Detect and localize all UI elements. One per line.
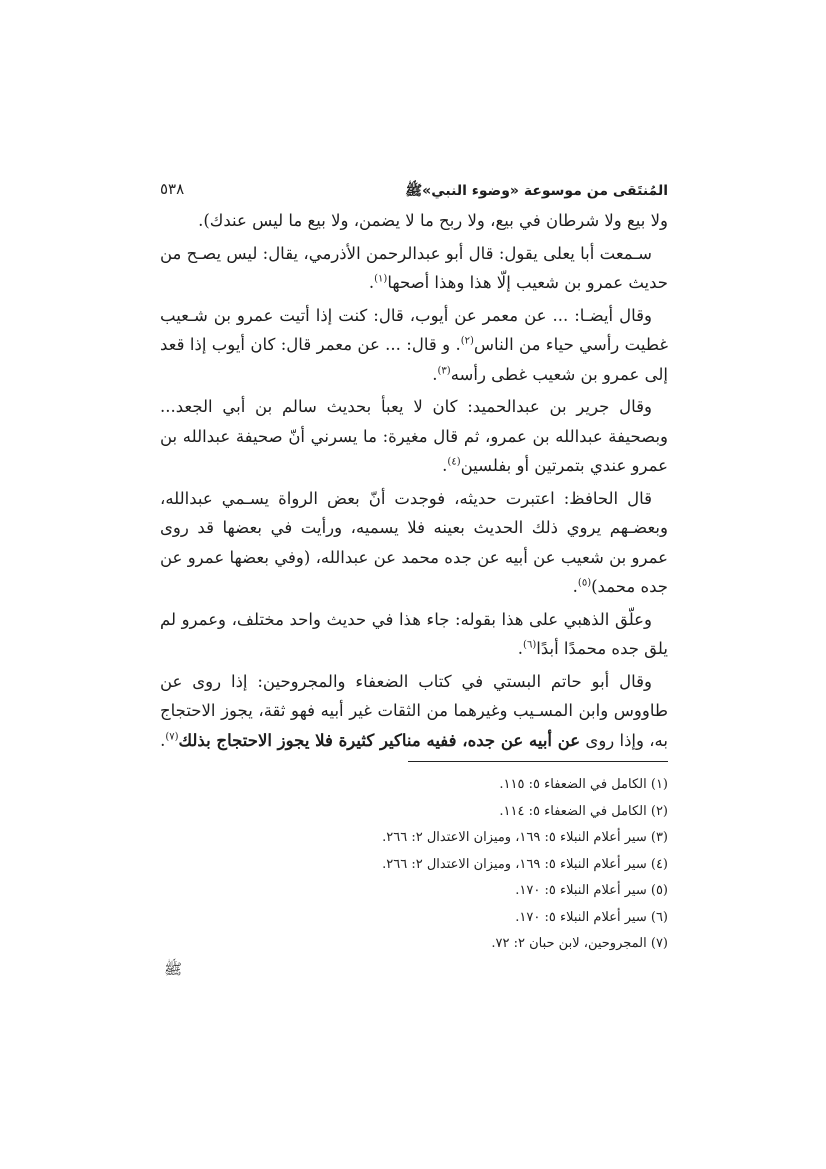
body-text xyxy=(160,206,668,755)
paragraph-5-end: . xyxy=(572,577,578,596)
paragraph-6 xyxy=(160,605,668,664)
paragraph-5-text: قال الحافظ: اعتبرت حديثه، فوجدت أنّ بعض الرواة يسـمي عبدالله، وبعضـهم يروي ذلك الحديث بعينه فلا يسميه، ورأيت في بعضها قد روى عمرو بن شعيب عن أبيه عن جده محمد عن عبدالله، (وفي بعضها عمرو عن جده محمد) xyxy=(160,488,668,596)
footnote-7: (٧) المجروحين، لابن حبان ٢: ٧٢. xyxy=(491,936,668,951)
paragraph-7-bold: عن أبيه عن جده، ففيه مناكير كثيرة فلا يجوز الاحتجاج بذلك xyxy=(178,730,581,750)
footnote-ref-3[interactable]: (٣) xyxy=(437,365,451,376)
footnote-3: (٣) سير أعلام النبلاء ٥: ١٦٩، وميزان الاعتدال ٢: ٢٦٦. xyxy=(382,830,668,845)
paragraph-6-end: . xyxy=(517,639,524,658)
page-number: ٥٣٨ xyxy=(160,180,185,198)
footnote-4: (٤) سير أعلام النبلاء ٥: ١٦٩، وميزان الاعتدال ٢: ٢٦٦. xyxy=(382,856,668,872)
running-header xyxy=(160,178,668,206)
footnote-ref-2[interactable]: (٢) xyxy=(460,335,474,347)
paragraph-4-end: . xyxy=(442,456,448,475)
footnote-6: (٦) سير أعلام النبلاء ٥: ١٧٠. xyxy=(515,909,668,925)
paragraph-5 xyxy=(160,484,668,602)
paragraph-2 xyxy=(160,239,668,298)
footnote-ref-4[interactable]: (٤) xyxy=(447,456,461,468)
book-page xyxy=(160,178,668,958)
paragraph-3 xyxy=(160,301,668,390)
paragraph-7-end: . xyxy=(160,730,166,750)
footnote-separator xyxy=(408,761,668,762)
footnote-5: (٥) سير أعلام النبلاء ٥: ١٧٠. xyxy=(515,883,668,898)
footnote-ref-5[interactable]: (٥) xyxy=(577,577,592,589)
paragraph-2-end: . xyxy=(368,273,375,292)
paragraph-1 xyxy=(160,206,668,236)
paragraph-7-text: وقال أبو حاتم البستي في كتاب الضعفاء والمجروحين: إذا روى عن طاووس وابن المسـيب وغيرهما من الثقات غير أبيه فهو ثقة، يجوز الاحتجاج به، وإذا روى xyxy=(160,671,668,750)
paragraph-3-text-a: وقال أيضـا: ... عن معمر عن أيوب، قال: كنت إذا أتيت عمرو بن شـعيب غطيت رأسي حياء من الناس xyxy=(160,305,668,354)
paragraph-7 xyxy=(160,667,668,756)
paragraph-1-text: ولا بيع ولا شرطان في بيع، ولا ربح ما لا يضمن، ولا بيع ما ليس عندك). xyxy=(198,211,668,230)
footnote-2: (٢) الكامل في الضعفاء ٥: ١١٤. xyxy=(499,803,668,819)
paragraph-4-text: وقال جرير بن عبدالحميد: كان لا يعبأ بحديث سالم بن أبي الجعد... وبصحيفة عبدالله بن عمرو، ثم قال مغيرة: ما يسرني أنّ صحيفة عبدالله بن عمرو عندي بتمرتين أو بفلسين xyxy=(160,397,668,475)
footnote-ref-7[interactable]: (٧) xyxy=(165,731,179,742)
paragraph-6-text: وعلّق الذهبي على هذا بقوله: جاء هذا في حديث واحد مختلف، وعمرو لم يلق جده محمدًا أبدًا xyxy=(160,609,668,658)
footnote-ref-1[interactable]: (١) xyxy=(374,273,388,285)
paragraph-4 xyxy=(160,392,668,481)
paragraph-3-text-b: . و قال: ... عن معمر قال: كان أيوب إذا قعد إلى عمرو بن شعيب غطى رأسه xyxy=(160,335,668,384)
paragraph-3-end: . xyxy=(432,364,438,384)
footnote-1: (١) الكامل في الضعفاء ٥: ١١٥. xyxy=(499,777,668,792)
end-mark: ﷺ xyxy=(164,960,183,978)
running-title: المُنتَقى من موسوعة «وضوء النبي»ﷺ xyxy=(405,183,668,199)
footnote-ref-6[interactable]: (٦) xyxy=(523,639,537,651)
paragraph-2-text: سـمعت أبا يعلى يقول: قال أبو عبدالرحمن الأذرمي، يقال: ليس يصـح من حديث عمرو بن شعيب إلّا هذا وهذا أصحها xyxy=(160,243,668,292)
footnotes xyxy=(160,772,668,958)
